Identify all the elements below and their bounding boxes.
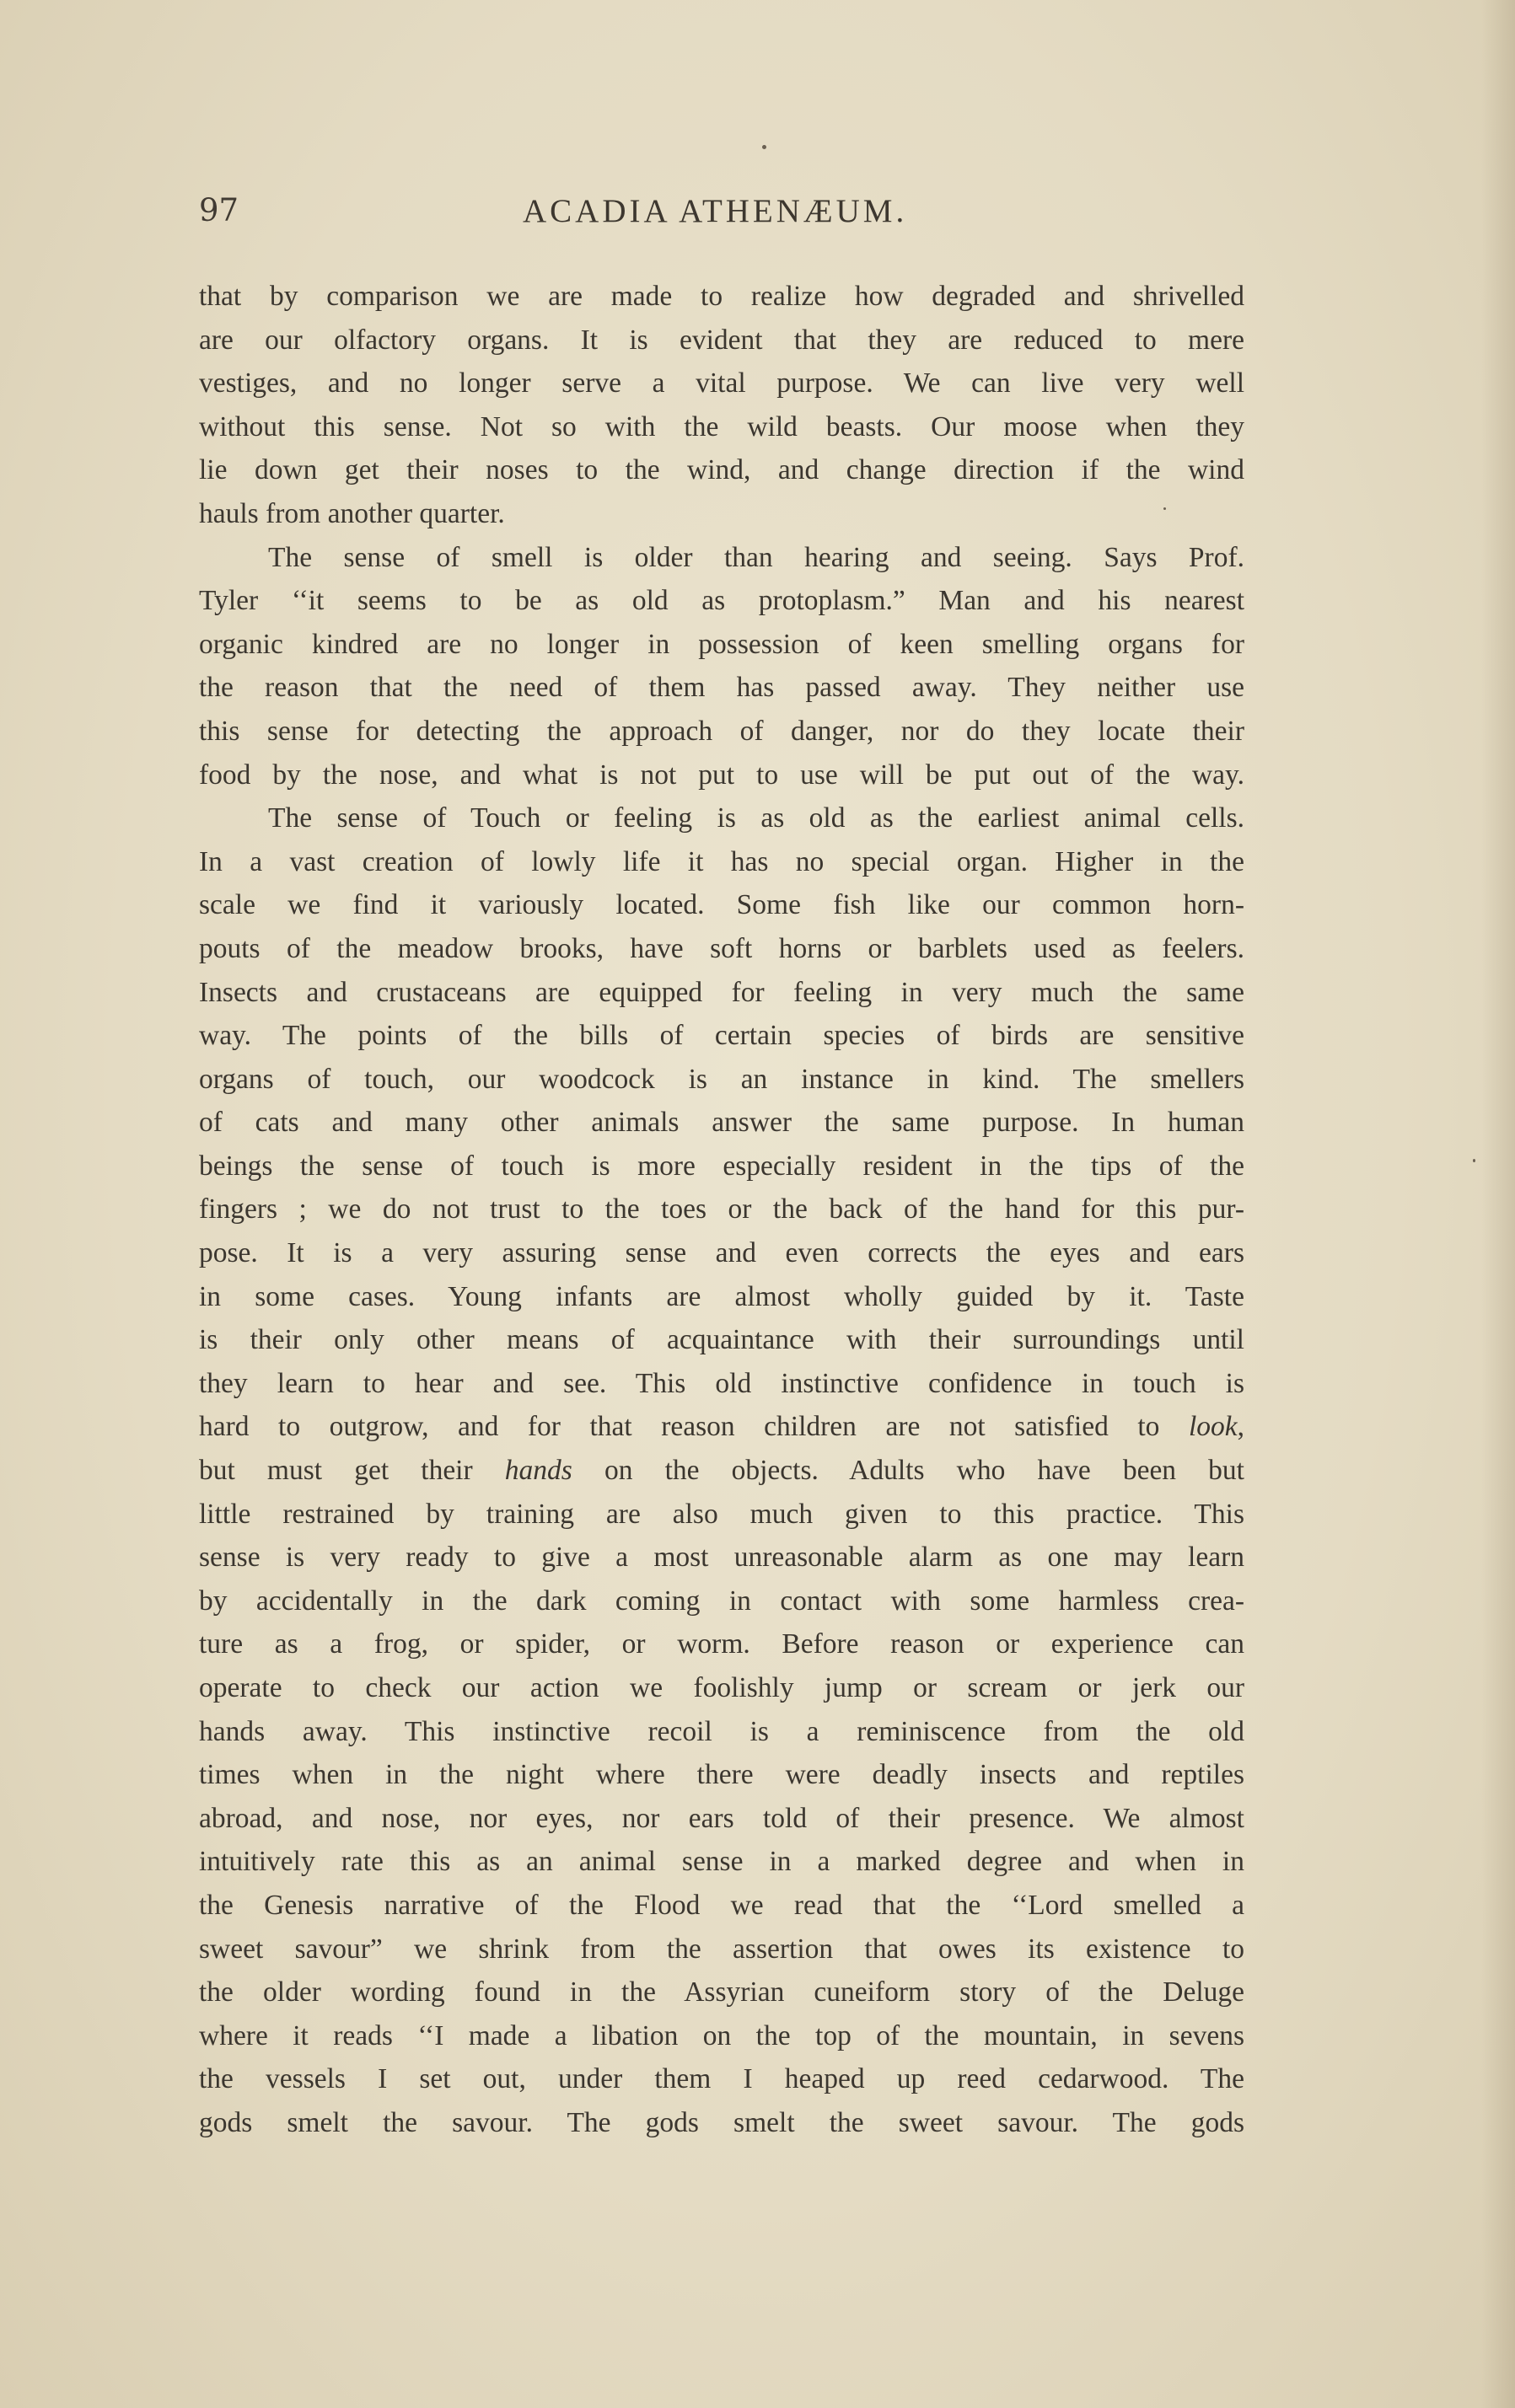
text-line: are our olfactory organs. It is evident that they are reduced to mere — [199, 324, 1244, 356]
print-speck — [1473, 1159, 1475, 1162]
text-line — [199, 1449, 1244, 1493]
italic-word: hands — [504, 1455, 572, 1487]
text-line: Insects and crustaceans are equipped for feeling in very much the same — [199, 976, 1244, 1008]
text-line: the reason that the need of them has passed away. They neither use — [199, 672, 1244, 704]
text-line: sense is very ready to give a most unreasonable alarm as one may learn — [199, 1542, 1244, 1574]
text-line: vestiges, and no longer serve a vital purpose. We can live very well — [199, 367, 1244, 400]
text-line: organic kindred are no longer in possession of keen smelling organs for — [199, 628, 1244, 660]
page-number: 97 — [199, 192, 239, 228]
line-text: on the objects. Adults who have been but — [572, 1455, 1244, 1487]
text-line — [199, 1405, 1244, 1449]
text-line: In a vast creation of lowly life it has no special organ. Higher in the — [199, 845, 1244, 877]
text-line: pose. It is a very assuring sense and even corrects the eyes and ears — [199, 1237, 1244, 1269]
text-line: lie down get their noses to the wind, and change direction if the wind — [199, 454, 1244, 486]
page-header — [199, 192, 1274, 243]
page-edge-shadow — [1481, 0, 1515, 2408]
print-speck — [762, 145, 766, 149]
text-line: little restrained by training are also much given to this practice. This — [199, 1498, 1244, 1530]
text-line: the vessels I set out, under them I heaped up reed cedarwood. The — [199, 2063, 1244, 2095]
text-line: abroad, and nose, nor eyes, nor ears told of their presence. We almost — [199, 1802, 1244, 1834]
text-line: ture as a frog, or spider, or worm. Before reason or experience can — [199, 1628, 1244, 1660]
text-line: the Genesis narrative of the Flood we read that the ‘‘Lord smelled a — [199, 1889, 1244, 1921]
text-line: way. The points of the bills of certain species of birds are sensitive — [199, 1020, 1244, 1052]
text-line: pouts of the meadow brooks, have soft horns or barblets used as feelers. — [199, 932, 1244, 964]
text-line: that by comparison we are made to realize how degraded and shrivelled — [199, 281, 1244, 312]
line-text: hard to outgrow, and for that reason children are not satisfied to — [199, 1411, 1189, 1443]
text-line: they learn to hear and see. This old instinctive confidence in touch is — [199, 1367, 1244, 1399]
text-line: without this sense. Not so with the wild beasts. Our moose when they — [199, 410, 1244, 442]
text-line: where it reads ‘‘I made a libation on the top of the mountain, in sevens — [199, 2019, 1244, 2051]
text-line: beings the sense of touch is more especially resident in the tips of the — [199, 1150, 1244, 1182]
running-title: ACADIA ATHENÆUM. — [523, 193, 908, 229]
text-line: food by the nose, and what is not put to use will be put out of the way. — [199, 759, 1244, 791]
text-line: organs of touch, our woodcock is an instance in kind. The smellers — [199, 1063, 1244, 1095]
text-line: times when in the night where there were deadly insects and reptiles — [199, 1759, 1244, 1791]
text-line: is their only other means of acquaintance with their surroundings until — [199, 1324, 1244, 1356]
article-body — [199, 275, 1244, 2145]
text-line: this sense for detecting the approach of danger, nor do they locate their — [199, 715, 1244, 747]
text-line: Tyler ‘‘it seems to be as old as protoplasm.” Man and his nearest — [199, 585, 1244, 617]
text-line: operate to check our action we foolishly jump or scream or jerk our — [199, 1672, 1244, 1703]
line-text: , — [1237, 1411, 1244, 1443]
text-line: fingers ; we do not trust to the toes or the back of the hand for this pur- — [199, 1193, 1244, 1225]
text-line: of cats and many other animals answer the same purpose. In human — [199, 1107, 1244, 1139]
text-line: gods smelt the savour. The gods smelt the sweet savour. The gods — [199, 2106, 1244, 2138]
text-line: in some cases. Young infants are almost wholly guided by it. Taste — [199, 1280, 1244, 1312]
text-line: by accidentally in the dark coming in contact with some harmless crea- — [199, 1585, 1244, 1617]
paragraph-start-line: The sense of Touch or feeling is as old as the earliest animal cells. — [268, 802, 1244, 834]
italic-word: look — [1188, 1411, 1238, 1443]
line-text: but must get their — [199, 1455, 505, 1487]
text-line: hands away. This instinctive recoil is a reminiscence from the old — [199, 1715, 1244, 1747]
paragraph-start-line: The sense of smell is older than hearing and seeing. Says Prof. — [268, 541, 1244, 573]
text-line: scale we find it variously located. Some fish like our common horn- — [199, 889, 1244, 921]
text-line: sweet savour” we shrink from the assertion that owes its existence to — [199, 1933, 1244, 1965]
text-line: the older wording found in the Assyrian cuneiform story of the Deluge — [199, 1976, 1244, 2008]
text-line: intuitively rate this as an animal sense in a marked degree and when in — [199, 1846, 1244, 1878]
text-line: hauls from another quarter. — [199, 497, 505, 529]
